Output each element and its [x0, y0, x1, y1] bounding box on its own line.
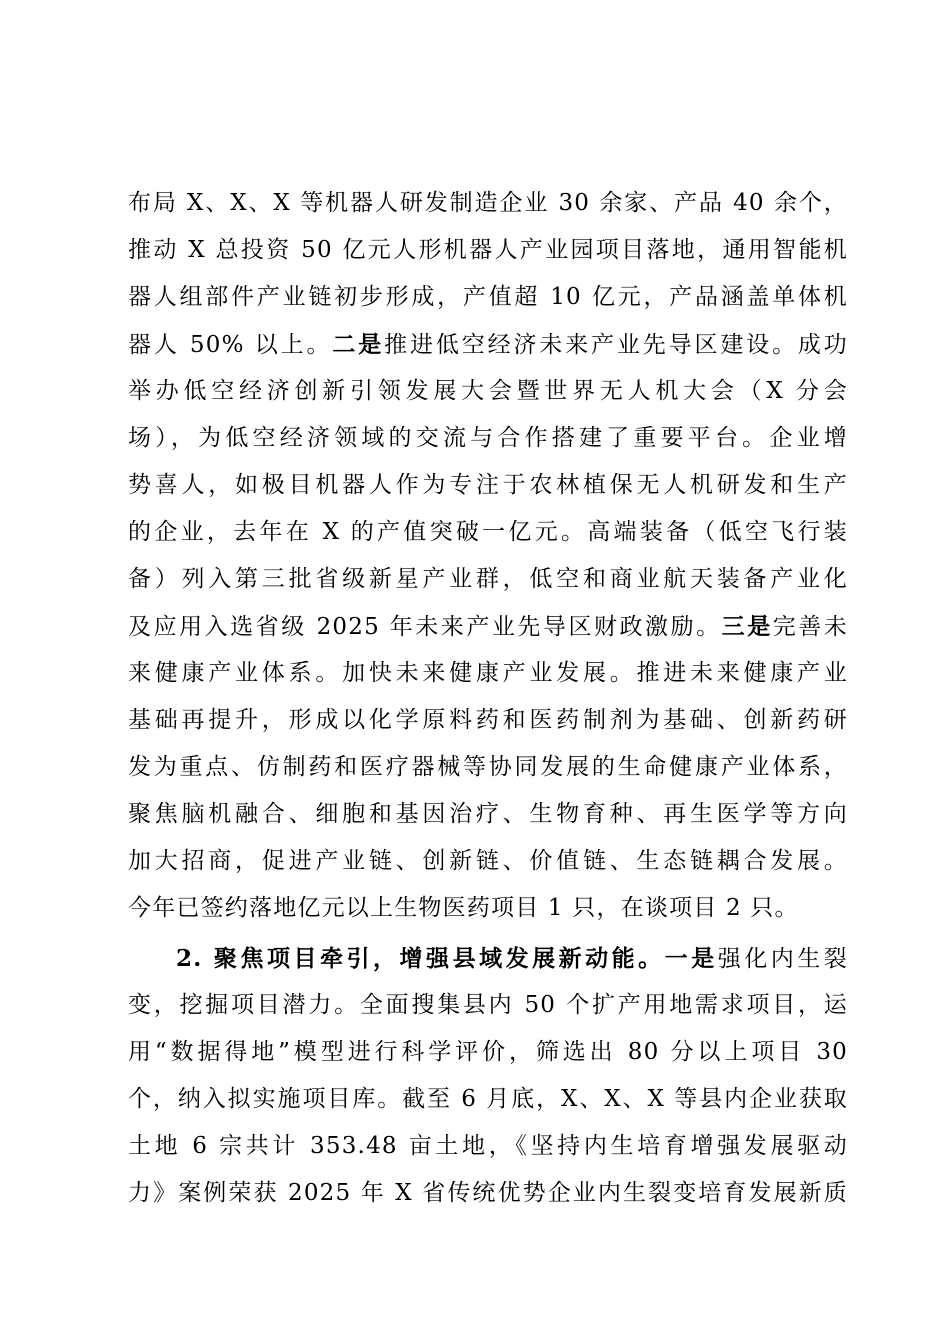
- text-span: 备）列入第三批省级新星产业群，低空和商业航天装备产业化: [128, 566, 848, 592]
- text-span: 用“数据得地”模型进行科学评价，筛选出 80 分以上项目 30: [128, 1039, 848, 1065]
- text-line: [128, 1076, 848, 1123]
- text-line: [128, 462, 848, 509]
- text-span: 举办低空经济创新引领发展大会暨世界无人机大会（X 分会: [128, 378, 848, 404]
- text-span: 器人组部件产业链初步形成，产值超 10 亿元，产品涵盖单体机: [128, 284, 848, 310]
- text-line: [128, 603, 848, 650]
- text-line: [128, 885, 848, 932]
- text-span: 器人 50% 以上。: [128, 332, 333, 358]
- text-span: 场），为低空经济领域的交流与合作搭建了重要平台。企业增: [128, 425, 848, 451]
- text-span: 变，挖掘项目潜力。全面搜集县内 50 个扩产用地需求项目，运: [128, 992, 848, 1018]
- text-span: 个，纳入拟实施项目库。截至 6 月底，X、X、X 等县内企业获取: [128, 1086, 848, 1112]
- text-span: 及应用入选省级 2025 年未来产业先导区财政激励。: [128, 614, 722, 640]
- paragraph-robotics-lowaltitude-health: [128, 180, 848, 932]
- text-span: 推进低空经济未来产业先导区建设。成功: [384, 332, 848, 358]
- text-line: [128, 1029, 848, 1076]
- bold-marker: 二是: [332, 331, 385, 358]
- text-line: [128, 1123, 848, 1170]
- text-span: 推动 X 总投资 50 亿元人形机器人产业园项目落地，通用智能机: [128, 237, 848, 263]
- text-span: 发为重点、仿制药和医疗器械等协同发展的生命健康产业体系，: [128, 754, 848, 780]
- text-line: [128, 556, 848, 603]
- text-span: 加大招商，促进产业链、创新链、价值链、生态链耦合发展。: [128, 848, 848, 874]
- body-text: [128, 180, 848, 1217]
- text-span: 今年已签约落地亿元以上生物医药项目 1 只，在谈项目 2 只。: [128, 895, 799, 921]
- bold-marker: 三是: [721, 613, 773, 640]
- text-span: 布局 X、X、X 等机器人研发制造企业 30 余家、产品 40 余个，: [128, 190, 848, 216]
- text-span: 的企业，去年在 X 的产值突破一亿元。高端装备（低空飞行装: [128, 519, 848, 545]
- text-line: [128, 697, 848, 744]
- section-heading: 2. 聚焦项目牵引，增强县域发展新动能。: [176, 945, 665, 972]
- text-line: [128, 321, 848, 368]
- text-line: [128, 1170, 848, 1217]
- text-span: 基础再提升，形成以化学原料药和医药制剂为基础、创新药研: [128, 707, 848, 733]
- text-line: [128, 650, 848, 697]
- paragraph-project-traction: [128, 935, 848, 1217]
- text-line: [128, 935, 848, 982]
- text-line: [128, 368, 848, 415]
- text-span: 土地 6 宗共计 353.48 亩土地，《坚持内生培育增强发展驱动: [128, 1133, 848, 1159]
- text-line: [128, 744, 848, 791]
- bold-marker: 一是: [664, 945, 718, 972]
- text-line: [128, 509, 848, 556]
- text-line: [128, 180, 848, 227]
- text-span: 来健康产业体系。加快未来健康产业发展。推进未来健康产业: [128, 660, 848, 686]
- text-span: 聚焦脑机融合、细胞和基因治疗、生物育种、再生医学等方向: [128, 801, 848, 827]
- text-line: [128, 274, 848, 321]
- text-line: [128, 415, 848, 462]
- text-line: [128, 838, 848, 885]
- text-span: 强化内生裂: [717, 946, 848, 972]
- text-span: 完善未: [772, 614, 848, 640]
- text-span: 力》案例荣获 2025 年 X 省传统优势企业内生裂变培育发展新质: [128, 1180, 848, 1206]
- text-span: 势喜人，如极目机器人作为专注于农林植保无人机研发和生产: [128, 472, 848, 498]
- text-line: [128, 791, 848, 838]
- text-line: [128, 982, 848, 1029]
- text-line: [128, 227, 848, 274]
